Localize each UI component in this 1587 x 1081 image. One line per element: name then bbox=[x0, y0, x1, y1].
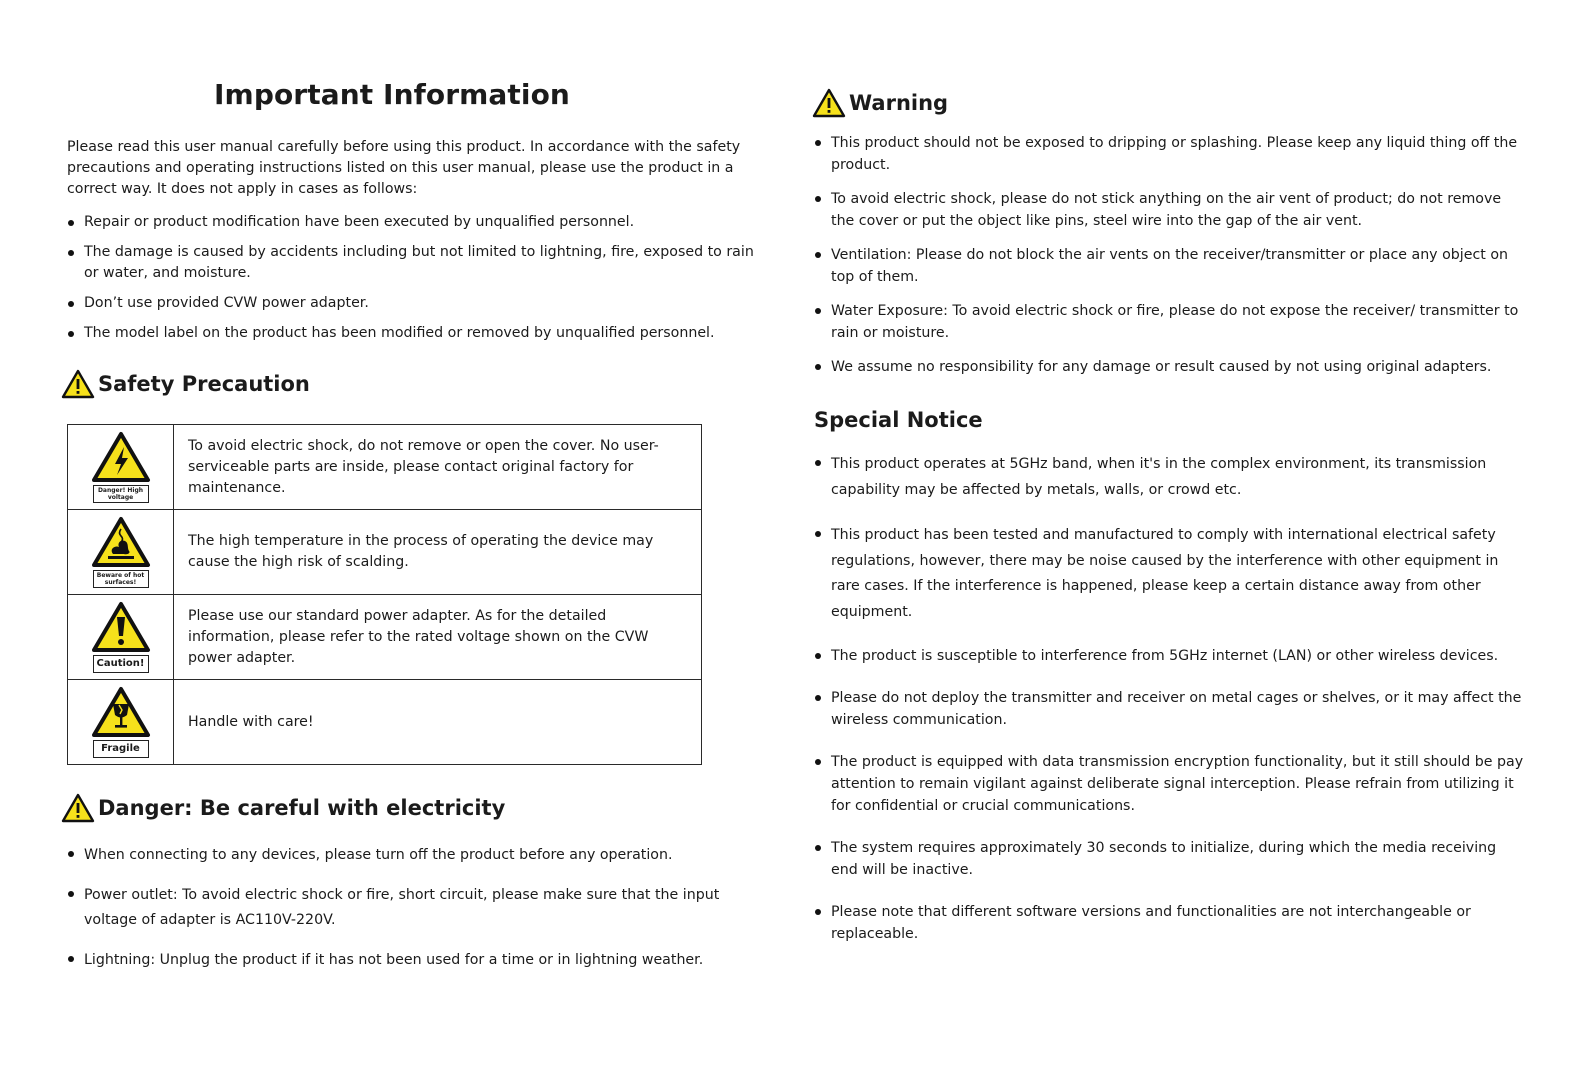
warning-heading-text: Warning bbox=[849, 91, 949, 115]
list-item: The system requires approximately 30 seconds to initialize, during which the media receiving end will be inactive. bbox=[814, 837, 1524, 881]
list-item: To avoid electric shock, please do not stick anything on the air vent of product; do not remove the cover or put the object like pins, steel wire into the gap of the air vent. bbox=[814, 188, 1524, 232]
exclusions-list bbox=[67, 212, 757, 344]
sign-label: Danger! High voltage bbox=[93, 485, 149, 503]
list-item: Ventilation: Please do not block the air vents on the receiver/transmitter or place any object on top of them. bbox=[814, 244, 1524, 288]
list-item: Please do not deploy the transmitter and receiver on metal cages or shelves, or it may affect the wireless communication. bbox=[814, 687, 1524, 731]
danger-heading-text: Danger: Be careful with electricity bbox=[98, 796, 506, 820]
list-item: Don’t use provided CVW power adapter. bbox=[67, 293, 757, 314]
danger-heading bbox=[61, 793, 757, 823]
list-item: Power outlet: To avoid electric shock or fire, short circuit, please make sure that the input voltage of adapter is AC110V-220V. bbox=[67, 883, 757, 933]
special-notice-list bbox=[814, 452, 1524, 945]
list-item: We assume no responsibility for any damage or result caused by not using original adapters. bbox=[814, 356, 1524, 378]
sign-cell bbox=[68, 425, 174, 510]
list-item: Water Exposure: To avoid electric shock or fire, please do not expose the receiver/ transmitter to rain or moisture. bbox=[814, 300, 1524, 344]
warning-list bbox=[814, 132, 1524, 378]
intro-paragraph: Please read this user manual carefully before using this product. In accordance with the safety precautions and operating instructions listed on this user manual, please use the product in a correct way. It does not apply in cases as follows: bbox=[67, 139, 741, 197]
safety-heading bbox=[61, 369, 757, 399]
list-item: This product has been tested and manufactured to comply with international electrical safety regulations, however, there may be noise caused by the interference with other equipment in rare cases. If the interference is happened, please keep a certain distance away from other equipment. bbox=[814, 523, 1524, 625]
table-row bbox=[68, 425, 702, 510]
list-item: This product should not be exposed to dripping or splashing. Please keep any liquid thing off the product. bbox=[814, 132, 1524, 176]
left-column bbox=[67, 78, 757, 988]
warning-triangle-icon bbox=[61, 793, 95, 823]
precaution-text: Please use our standard power adapter. As for the detailed information, please refer to the rated voltage shown on the CVW power adapter. bbox=[174, 595, 702, 680]
warning-triangle-icon bbox=[812, 88, 846, 118]
right-column bbox=[814, 88, 1524, 965]
list-item: Lightning: Unplug the product if it has not been used for a time or in lightning weather. bbox=[67, 948, 757, 973]
hot-surface-icon bbox=[91, 516, 151, 568]
page-title: Important Information bbox=[214, 78, 570, 111]
list-item: The model label on the product has been modified or removed by unqualified personnel. bbox=[67, 323, 757, 344]
warning-heading bbox=[812, 88, 1524, 118]
sign-cell bbox=[68, 510, 174, 595]
list-item: The damage is caused by accidents including but not limited to lightning, fire, exposed to rain or water, and moisture. bbox=[67, 242, 757, 284]
list-item: This product operates at 5GHz band, when it's in the complex environment, its transmission capability may be affected by metals, walls, or crowd etc. bbox=[814, 452, 1524, 503]
table-row bbox=[68, 680, 702, 765]
sign-label: Beware of hot surfaces! bbox=[93, 570, 149, 588]
table-row bbox=[68, 595, 702, 680]
sign-label: Caution! bbox=[93, 655, 149, 673]
high-voltage-icon bbox=[91, 431, 151, 483]
exclamation-icon bbox=[91, 601, 151, 653]
precaution-text: To avoid electric shock, do not remove or open the cover. No user-serviceable parts are inside, please contact original factory for maintenance. bbox=[174, 425, 702, 510]
warning-triangle-icon bbox=[61, 369, 95, 399]
precaution-text: The high temperature in the process of operating the device may cause the high risk of scalding. bbox=[174, 510, 702, 595]
safety-heading-text: Safety Precaution bbox=[98, 372, 310, 396]
list-item: When connecting to any devices, please turn off the product before any operation. bbox=[67, 843, 757, 868]
list-item: Repair or product modification have been executed by unqualified personnel. bbox=[67, 212, 757, 233]
safety-table bbox=[67, 424, 702, 765]
special-notice-heading: Special Notice bbox=[814, 408, 983, 432]
danger-list bbox=[67, 843, 757, 973]
list-item: The product is susceptible to interference from 5GHz internet (LAN) or other wireless devices. bbox=[814, 645, 1524, 667]
sign-cell bbox=[68, 595, 174, 680]
list-item: Please note that different software versions and functionalities are not interchangeable or replaceable. bbox=[814, 901, 1524, 945]
sign-label: Fragile bbox=[93, 740, 149, 758]
fragile-glass-icon bbox=[91, 686, 151, 738]
table-row bbox=[68, 510, 702, 595]
list-item: The product is equipped with data transmission encryption functionality, but it still should be pay attention to remain vigilant against deliberate signal interception. Please refrain from utilizing it for confidential or crucial communications. bbox=[814, 751, 1524, 817]
precaution-text: Handle with care! bbox=[174, 680, 702, 765]
sign-cell bbox=[68, 680, 174, 765]
